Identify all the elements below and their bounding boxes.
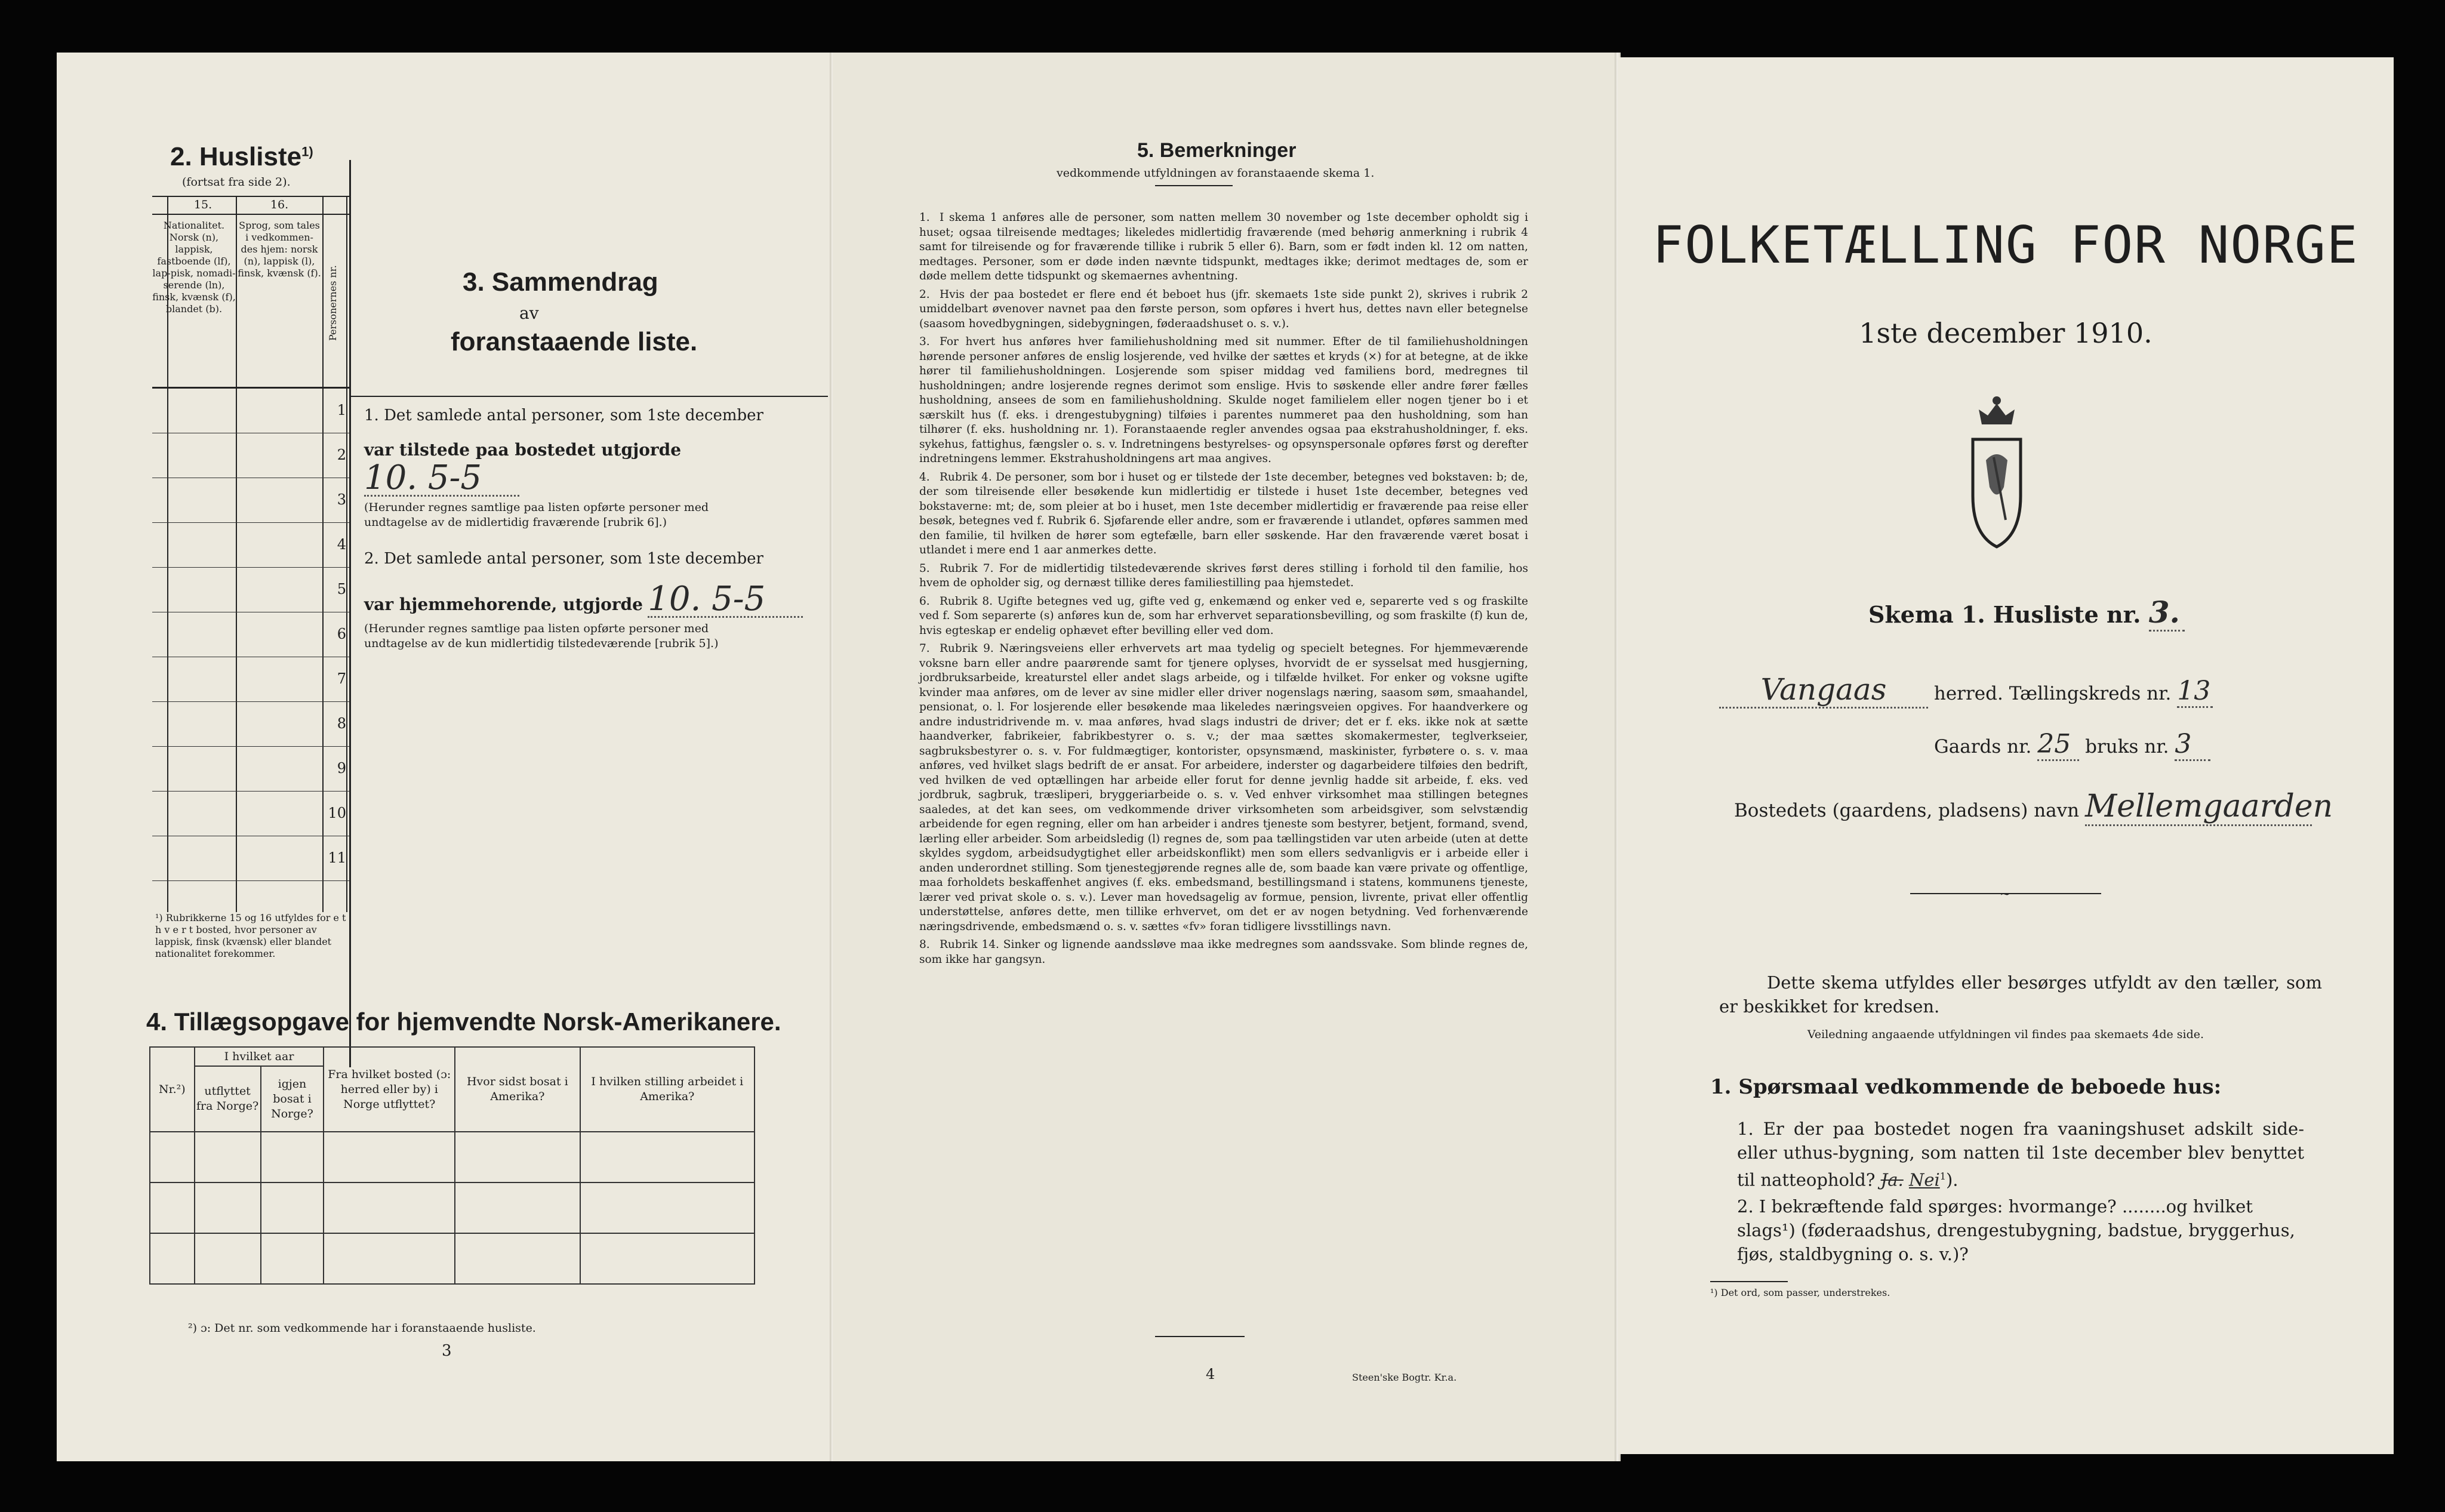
- row-number: 11: [328, 849, 346, 866]
- remark-number: 8.: [919, 938, 930, 951]
- intro-note: Veiledning angaaende utfyldningen vil findes paa skemaets 4de side.: [1807, 1028, 2204, 1041]
- ornament-icon: ~: [2000, 887, 2011, 902]
- remark-item: [919, 562, 1528, 591]
- summary-item-1: 1. Det samlede antal personer, som 1ste december var tilstede paa bostedet utgjorde 10. 5-5 (Herunder regnes samtlige paa listen opførte personer med undtagelse av de midlertidig fraværende [rubrik 6].): [364, 407, 763, 529]
- gaards-line: Gaards nr. 25 bruks nr. 3: [1934, 729, 2210, 761]
- sammendrag-title: 3. Sammendrag: [463, 267, 658, 297]
- bosted-line: Bostedets (gaardens, pladsens) navn Mellemgaarden: [1734, 789, 2312, 826]
- sammendrag-subtitle: foranstaaende liste.: [451, 327, 698, 356]
- remark-item: [919, 288, 1528, 332]
- remark-number: 5.: [919, 562, 930, 575]
- col-15-number: 15.: [193, 198, 213, 211]
- remark-item: [919, 470, 1528, 558]
- husliste-rows: [152, 389, 349, 881]
- remark-number: 1.: [919, 211, 930, 224]
- bosted-value: Mellemgaarden: [2085, 789, 2312, 826]
- row-number: 8: [337, 715, 346, 732]
- page-number-3: 3: [442, 1342, 452, 1360]
- intro-text: Dette skema utfyldes eller besørges utfyldt av den tæller, som er beskikket for kredsen.: [1719, 972, 2322, 1017]
- remark-number: 3.: [919, 335, 930, 348]
- page-left: [57, 53, 833, 1461]
- question-1: 1. Er der paa bostedet nogen fra vaaningshuset adskilt side- eller uthus-bygning, som natten til 1ste december blev benyttet til natteophold? Ja. Nei$^1$).: [1737, 1119, 2304, 1190]
- form-title: FOLKETÆLLING FOR NORGE: [1652, 215, 2359, 275]
- remark-item: [919, 642, 1528, 934]
- page-middle: [833, 53, 1618, 1461]
- herred-value: Vangaas: [1719, 672, 1928, 709]
- coat-of-arms-icon: [1961, 389, 2033, 552]
- col-15-header: Nationalitet. Norsk (n), lappisk, fastboende (lf), lap-pisk, nomadi-serende (ln), finsk, kvænsk (f), blandet (b).: [152, 220, 236, 315]
- tillaeg-title: 4. Tillægsopgave for hjemvendte Norsk-Amerikanere.: [146, 1008, 781, 1036]
- row-number: 6: [337, 626, 346, 642]
- col-person-header: Personernes nr.: [327, 265, 338, 341]
- answer-nei: Nei: [1908, 1169, 1940, 1190]
- husliste-row: [152, 747, 349, 792]
- remark-item: [919, 938, 1528, 967]
- row-number: 2: [337, 446, 346, 463]
- census-date: 1ste december 1910.: [1859, 317, 2153, 349]
- husliste-row: [152, 612, 349, 657]
- husliste-row: [152, 478, 349, 523]
- husliste-row: [152, 523, 349, 568]
- col-16-header: Sprog, som tales i vedkommen-des hjem: norsk (n), lappisk (l), finsk, kvænsk (f).: [238, 220, 321, 279]
- herred-line: Vangaas herred. Tællingskreds nr. 13: [1719, 672, 2213, 709]
- present-count: 10. 5-5: [364, 461, 519, 497]
- husliste-subtitle: (fortsat fra side 2).: [182, 175, 291, 189]
- remark-text: Rubrik 8. Ugifte betegnes ved ug, gifte ved g, enkemænd og enker ved e, separerte ved s og fraskilte ved f. Som separerte (s) anføres kun de, som har erhvervet separationsbevilling, og som fraskilte (f) kun de, hvis egteskap er endelig ophævet efter bevilling eller ved dom.: [919, 595, 1528, 637]
- remarks-title: 5. Bemerkninger: [1137, 139, 1297, 162]
- husliste-row: [152, 836, 349, 881]
- remark-text: Rubrik 4. De personer, som bor i huset og er tilstede der 1ste december, betegnes ved bokstaven: b; de, der som tilreisende eller besøkende kun midlertidig er tilstede i huset 1ste december, betegnes ved bokstaverne: mt; de, som pleier at bo i huset, men 1ste december midlertidig er fraværende paa reise eller besøk, betegnes ved f. Rubrik 6. Sjøfarende eller andre, som er fraværende i utlandet, opføres sammen med den familie, til hvilken de hører som egtefælle, barn eller søskende. Har den fraværende været bosat i utlandet i mere end 1 aar anmerkes dette.: [919, 470, 1528, 556]
- row-number: 4: [337, 536, 346, 553]
- remark-text: Rubrik 7. For de midlertidig tilstedeværende skrives først deres stilling i forhold til den familie, hos hvem de opholder sig, og dernæst tillike deres familiestilling paa hjemstedet.: [919, 562, 1528, 589]
- remark-text: For hvert hus anføres hver familiehusholdning med sit nummer. Efter de til familiehusholdningen hørende personer anføres de enslig losjerende, ved hvilke der sættes et kryds (×) for at betegne, at de ikke hører til familiehusholdningen. Losjerende som spiser middag ved familiens bord, medregnes til husholdningen; andre losjerende regnes derimot som enslige. Hvis to søskende eller andre fører fælles husholdning, ansees de som en familiehusholdning. Skulde noget familielem eller nogen tjener bo i et særskilt hus (f. eks. i drengestubygning) tilføies i parentes nummeret paa den husholdning, som han tilhører (f. eks. husholdning nr. 1). Foranstaaende regler anvendes ogsaa paa ekstrahusholdninger, f. eks. sykehus, fattighus, fængsler o. s. v. Indretningens bestyrelses- og opsynspersonale opføres først og derefter indretningens lemmer. Ekstrahusholdningens art maa angives.: [919, 335, 1528, 465]
- husliste-row: [152, 792, 349, 836]
- husliste-row: [152, 657, 349, 702]
- remark-text: Rubrik 9. Næringsveiens eller erhvervets art maa tydelig og specielt betegnes. For hjemmeværende voksne barn eller andre paarørende samt for tjenere oplyses, hvorvidt de er sysselsat med husgjerning, jordbruksarbeide, kreaturstel eller andet slags arbeide, og i tilfælde hvilket. For enker og voksne ugifte kvinder maa anføres, om de lever av sine midler eller driver nogenslags næring, saasom søm, smaahandel, pensionat, o. l. For losjerende eller besøkende maa likeledes næringsveien opgives. For haandverkere og andre industridrivende m. v. maa anføres, hvad slags industri de driver; det er f. eks. ikke nok at sætte haandverker, fabrikeier, fabrikbestyrer o. s. v.; der maa sættes skomakermester, teglverkseier, sagbruksbestyrer o. s. v. For fuldmægtiger, kontorister, opsynsmænd, maskinister, fyrbøtere o. s. v. maa anføres, ved hvilket slags bedrift de er ansat. For arbeidere, inderster og dagarbeidere tilføies den bedrift, ved hvilken de ved optællingen har arbeide eller forut for denne jevnlig hadde sit arbeide, f. eks. ved jordbruk, sagbruk, træsliperi, bryggeriarbeide o. s. v. Ved enhver virksomhet maa stillingen betegnes saaledes, at det kan sees, om vedkommende driver virksomheten som arbeidsgiver, som selvstændig arbeidende for egen regning, eller om han arbeider i andres tjeneste som bestyrer, betjent, formand, svend, lærling eller arbeider. Som arbeidsledig (l) regnes de, som paa tællingstiden var uten arbeide (uten at dette skyldes sygdom, arbeidsudygtighet eller arbeidskonflikt) men som ellers sedvanligvis er i arbeide eller i anden underordnet stilling. Som tjenestegjørende regnes alle de, som baade kan være private og offentlige, maa forholdets beskaffenhet angives (f. eks. embedsmand, bestillingsmand i statens, kommunens tjeneste, lærer ved privat skole o. s. v.). Lever man hovedsagelig av formue, pension, livrente, privat eller offentlig understøttelse, anføres dette, men tillike erhvervet, om det er av nogen betydning. Ved forhenværende næringsdrivende, embedsmænd o. s. v. sættes «fv» foran tidligere livsstillings navn.: [919, 642, 1528, 933]
- remark-item: [919, 335, 1528, 467]
- row-number: 7: [337, 670, 346, 687]
- krets-value: 13: [2177, 676, 2213, 708]
- remark-text: Hvis der paa bostedet er flere end ét beboet hus (jfr. skemaets 1ste side punkt 2), skrives i rubrik 2 umiddelbart øvenover navnet paa den første person, som opføres i hvert hus, dettes navn eller betegnelse (saasom hovedbygningen, sidebygningen, føderaadshuset o. s. v.).: [919, 288, 1528, 330]
- page-number-4: 4: [1206, 1366, 1215, 1382]
- page-right: [1618, 57, 2394, 1454]
- husliste-row: [152, 389, 349, 433]
- remark-item: [919, 595, 1528, 639]
- row-number: 9: [337, 760, 346, 777]
- husliste-number: 3.: [2149, 595, 2185, 632]
- row-number: 10: [328, 805, 346, 821]
- remark-item: [919, 211, 1528, 284]
- remarks-subtitle: vedkommende utfyldningen av foranstaaende skema 1.: [1057, 167, 1375, 180]
- question-heading: 1. Spørsmaal vedkommende de beboede hus:: [1710, 1075, 2222, 1099]
- remark-number: 4.: [919, 470, 930, 484]
- gaards-value: 25: [2037, 729, 2079, 761]
- husliste-row: [152, 568, 349, 612]
- right-footnote: ¹) Det ord, som passer, understrekes.: [1710, 1287, 1890, 1298]
- husliste-title: 2. Husliste$^{1)}$: [170, 142, 313, 171]
- skema-line: Skema 1. Husliste nr. 3.: [1868, 595, 2185, 632]
- resident-count: 10. 5-5: [648, 583, 803, 618]
- remarks-list: [919, 211, 1528, 971]
- husliste-row: [152, 702, 349, 747]
- sammendrag-av: av: [519, 303, 539, 323]
- row-number: 5: [337, 581, 346, 598]
- col-16-number: 16.: [270, 198, 289, 211]
- remark-text: Rubrik 14. Sinker og lignende aandssløve maa ikke medregnes som aandssvake. Som blinde regnes de, som ikke har gangsyn.: [919, 938, 1528, 966]
- husliste-row: [152, 433, 349, 478]
- tillaeg-footnote: ²) ɔ: Det nr. som vedkommende har i foranstaaende husliste.: [188, 1322, 536, 1335]
- answer-ja: Ja.: [1880, 1169, 1904, 1190]
- remark-number: 7.: [919, 642, 930, 655]
- bruks-value: 3: [2175, 729, 2210, 761]
- printer-mark: Steen'ske Bogtr. Kr.a.: [1352, 1372, 1457, 1383]
- row-number: 3: [337, 491, 346, 508]
- row-number: 1: [337, 402, 346, 418]
- husliste-footnote: ¹) Rubrikkerne 15 og 16 utfyldes for e t h v e r t bosted, hvor personer av lappisk, finsk (kvænsk) eller blandet nationalitet forekommer.: [155, 912, 346, 959]
- remark-number: 6.: [919, 595, 930, 608]
- remark-number: 2.: [919, 288, 930, 301]
- remark-text: I skema 1 anføres alle de personer, som natten mellem 30 november og 1ste december opholdt sig i huset; ogsaa tilreisende medtages; likeledes midlertidig fraværende (med behørig anmerkning i rubrik 4 samt for tilreisende og for fraværende tillike i rubrik 5 eller 6). Barn, som er født inden kl. 12 om natten, medtages. Personer, som er døde inden nævnte tidspunkt, medtages ikke; derimot medtages de, som er døde mellem dette tidspunkt og skemaernes avhentning.: [919, 211, 1528, 282]
- summary-item-2: 2. Det samlede antal personer, som 1ste december var hjemmehorende, utgjorde 10. 5-5 (Herunder regnes samtlige paa listen opførte personer med undtagelse av de kun midlertidig tilstedeværende [rubrik 5].): [364, 548, 818, 651]
- question-2: 2. I bekræftende fald spørges: hvormange? ........og hvilket slags¹) (føderaadshus, drengestubygning, badstue, bryggerhus, fjøs, staldbygning o. s. v.)?: [1737, 1196, 2295, 1264]
- tillaeg-table: Nr.²) I hvilket aar Fra hvilket bosted (ɔ: herred eller by) i Norge utflyttet? Hvor sidst bosat i Amerika? I hvilken stilling arbeidet i Amerika? utflyttet fra Norge? igjen bosat i Norge?: [149, 1046, 755, 1285]
